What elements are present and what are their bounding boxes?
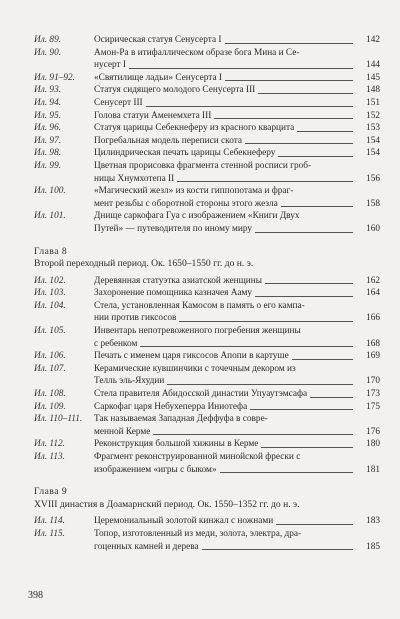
illustration-number: Ил. 112. xyxy=(34,439,65,450)
caption-line xyxy=(94,451,380,464)
toc-entry xyxy=(34,350,380,363)
illustration-number: Ил. 110–111. xyxy=(34,414,83,425)
page-ref: 156 xyxy=(366,173,380,184)
caption-line xyxy=(94,287,380,300)
leader-rule xyxy=(278,156,353,157)
caption-line xyxy=(94,350,380,363)
illustration-number: Ил. 106. xyxy=(34,351,66,362)
caption-line xyxy=(94,338,380,351)
entries-group-chapter9 xyxy=(34,515,380,553)
caption-text: нии против гиксосов xyxy=(94,313,177,324)
page-ref: 158 xyxy=(366,198,380,209)
leader-rule xyxy=(245,143,353,144)
caption-line xyxy=(94,426,380,439)
caption-text: Путей» — путеводителя по иному миру xyxy=(94,223,253,234)
caption-line xyxy=(94,110,380,123)
illustration-caption xyxy=(94,147,380,160)
caption-line xyxy=(94,325,380,338)
caption-line xyxy=(94,59,380,72)
leader-rule xyxy=(202,549,353,550)
illustration-caption xyxy=(94,438,380,451)
caption-text: Стела, установленная Камосом в память о его кампа- xyxy=(94,300,305,311)
illustration-caption xyxy=(94,97,380,110)
caption-text: Сенусерт III xyxy=(94,97,143,108)
page-ref: 169 xyxy=(366,351,380,362)
caption-text: гоценных камней и дерева xyxy=(94,541,199,552)
illustration-caption xyxy=(94,160,380,185)
leader-rule xyxy=(167,384,353,385)
toc-entry xyxy=(34,210,380,235)
illustration-caption xyxy=(94,275,380,288)
caption-text: Телль эль-Яхудии xyxy=(94,376,165,387)
page-ref: 168 xyxy=(366,338,380,349)
illustration-caption xyxy=(94,325,380,350)
illustration-number: Ил. 96. xyxy=(34,123,62,134)
caption-line xyxy=(94,198,380,211)
illustration-number: Ил. 90. xyxy=(34,47,62,58)
toc-entry xyxy=(34,185,380,210)
caption-line xyxy=(94,300,380,313)
page-number: 398 xyxy=(28,590,43,601)
leader-rule xyxy=(310,397,353,398)
toc-entry xyxy=(34,325,380,350)
illustration-number: Ил. 98. xyxy=(34,148,62,159)
illustration-caption xyxy=(94,110,380,123)
caption-line xyxy=(94,223,380,236)
page-ref: 154 xyxy=(366,135,380,146)
caption-line xyxy=(94,173,380,186)
page-ref: 166 xyxy=(366,313,380,324)
toc-entry xyxy=(34,147,380,160)
caption-text: Фрагмент реконструированной минойской фрески с xyxy=(94,452,301,462)
leader-rule xyxy=(214,118,353,119)
leader-rule xyxy=(225,80,353,81)
illustration-caption xyxy=(94,72,380,85)
toc-entry xyxy=(34,34,380,47)
illustration-number: Ил. 108. xyxy=(34,389,66,400)
caption-text: Стела правителя Абидосской династии Упуаутэмсафа xyxy=(94,389,308,400)
caption-text: Печать с именем царя гиксосов Апопи в картуше xyxy=(94,351,289,362)
page-ref: 153 xyxy=(366,123,380,134)
caption-text: Осирическая статуя Сенусерта I xyxy=(94,35,222,45)
caption-line xyxy=(94,312,380,325)
illustration-number: Ил. 95. xyxy=(34,110,62,121)
illustration-number: Ил. 102. xyxy=(34,275,66,286)
page-ref: 162 xyxy=(366,275,380,286)
caption-text: «Магический жезл» из кости гиппопотама и фраг- xyxy=(94,186,294,197)
illustration-caption xyxy=(94,47,380,72)
toc-entry xyxy=(34,47,380,72)
page-ref: 170 xyxy=(366,376,380,387)
toc-entry xyxy=(34,135,380,148)
caption-text: Погребальная модель переписи скота xyxy=(94,135,243,146)
page-ref: 144 xyxy=(366,60,380,71)
illustration-caption xyxy=(94,300,380,325)
page-ref: 180 xyxy=(366,439,380,450)
chapter-subtitle: Второй переходный период. Ок. 1650–1550 гг. до н. э. xyxy=(34,258,254,270)
leader-rule xyxy=(250,409,353,410)
page-ref: 185 xyxy=(366,541,380,552)
illustration-number: Ил. 103. xyxy=(34,288,66,299)
toc-entry xyxy=(34,388,380,401)
leader-rule xyxy=(177,181,353,182)
illustration-caption xyxy=(94,388,380,401)
caption-text: мент резьбы с оборотной стороны этого жезла xyxy=(94,198,278,209)
illustration-caption xyxy=(94,528,380,553)
illustration-caption xyxy=(94,185,380,210)
caption-line xyxy=(94,135,380,148)
caption-text: «Святилище ладьи» Сенусерта I xyxy=(94,72,223,83)
illustration-number: Ил. 97. xyxy=(34,135,62,146)
caption-text: Керамические кувшинчики с точечным декором из xyxy=(94,363,296,374)
leader-rule xyxy=(276,524,353,525)
toc-entry xyxy=(34,160,380,185)
leader-rule xyxy=(179,321,353,322)
page-ref: 183 xyxy=(366,516,380,527)
illustration-number: Ил. 100. xyxy=(34,186,66,197)
toc-entry xyxy=(34,363,380,388)
leader-rule xyxy=(261,447,353,448)
toc-entry xyxy=(34,122,380,135)
caption-line xyxy=(94,464,380,477)
illustration-number: Ил. 104. xyxy=(34,300,66,311)
page-ref: 176 xyxy=(366,426,380,437)
page-ref: 164 xyxy=(366,288,380,299)
illustration-number: Ил. 113. xyxy=(34,452,65,462)
leader-rule xyxy=(255,296,353,297)
toc-entry xyxy=(34,287,380,300)
caption-text: Церемониальный золотой кинжал с ножнами xyxy=(94,516,274,527)
caption-text: ницы Хнумхотепа II xyxy=(94,173,175,184)
illustration-number: Ил. 94. xyxy=(34,97,62,108)
caption-line xyxy=(94,160,380,173)
page-ref: 175 xyxy=(366,401,380,412)
entries-group-chapter7 xyxy=(34,34,380,236)
caption-line xyxy=(94,375,380,388)
caption-text: Цилиндрическая печать царицы Себекнеферу xyxy=(94,148,276,159)
illustration-caption xyxy=(94,515,380,528)
illustration-number: Ил. 107. xyxy=(34,363,66,374)
caption-text: Цветная прорисовка фрагмента стенной росписи гроб- xyxy=(94,160,312,171)
toc-entry xyxy=(34,413,380,438)
entries-group-chapter8 xyxy=(34,275,380,477)
toc-entry xyxy=(34,275,380,288)
toc-entry xyxy=(34,72,380,85)
caption-text: изображением «игры с быком» xyxy=(94,464,217,475)
toc-entry xyxy=(34,515,380,528)
illustration-number: Ил. 91–92. xyxy=(34,72,75,83)
toc-entry xyxy=(34,97,380,110)
caption-line xyxy=(94,438,380,451)
caption-text: Статуя сидящего молодого Сенусерта III xyxy=(94,85,256,96)
illustration-caption xyxy=(94,451,380,476)
leader-rule xyxy=(153,434,353,435)
toc-entry xyxy=(34,438,380,451)
caption-line xyxy=(94,185,380,198)
caption-text: Амон-Ра в итифаллическом образе бога Мина и Се- xyxy=(94,47,300,58)
page-ref: 152 xyxy=(366,110,380,121)
caption-line xyxy=(94,541,380,554)
caption-text: Инвентарь непотревоженного погребения женщины xyxy=(94,326,301,337)
illustration-caption xyxy=(94,413,380,438)
caption-line xyxy=(94,210,380,223)
toc-entry xyxy=(34,451,380,476)
page-ref: 181 xyxy=(366,464,380,475)
caption-text: Реконструкция большой хижины в Керме xyxy=(94,439,259,450)
page-ref: 160 xyxy=(366,223,380,234)
chapter-subtitle: XVIII династия в Доамарнский период. Ок. 1550–1352 гг. до н. э. xyxy=(34,498,300,510)
leader-rule xyxy=(292,359,353,360)
caption-text: Саркофаг царя Небухеперра Иниотефа xyxy=(94,401,248,412)
caption-text: Так называемая Западная Деффуфа в совре- xyxy=(94,414,268,425)
caption-text: нусерт I xyxy=(94,60,126,71)
leader-rule xyxy=(281,206,353,207)
caption-text: Захоронение помощника казначея Ааму xyxy=(94,288,252,299)
page-ref: 173 xyxy=(366,389,380,400)
leader-rule xyxy=(265,283,353,284)
leader-rule xyxy=(140,346,353,347)
caption-line xyxy=(94,275,380,288)
caption-line xyxy=(94,363,380,376)
caption-line xyxy=(94,401,380,414)
page-ref: 145 xyxy=(366,72,380,83)
illustration-caption xyxy=(94,210,380,235)
toc-entry xyxy=(34,528,380,553)
caption-line xyxy=(94,147,380,160)
illustration-number: Ил. 109. xyxy=(34,401,66,412)
leader-rule xyxy=(220,472,353,473)
caption-text: менной Керме xyxy=(94,426,151,437)
caption-line xyxy=(94,97,380,110)
illustration-number: Ил. 89. xyxy=(34,35,62,45)
leader-rule xyxy=(225,43,353,44)
caption-line xyxy=(94,515,380,528)
caption-line xyxy=(94,47,380,60)
toc-entry xyxy=(34,84,380,97)
caption-line xyxy=(94,388,380,401)
illustration-caption xyxy=(94,135,380,148)
illustration-number: Ил. 99. xyxy=(34,160,62,171)
chapter-heading: Глава 8 xyxy=(34,245,68,257)
leader-rule xyxy=(258,93,353,94)
illustration-caption xyxy=(94,401,380,414)
caption-line xyxy=(94,528,380,541)
caption-text: с ребенком xyxy=(94,338,138,349)
illustration-caption xyxy=(94,84,380,97)
caption-line xyxy=(94,72,380,85)
leader-rule xyxy=(129,68,353,69)
page-ref: 154 xyxy=(366,148,380,159)
caption-line xyxy=(94,34,380,47)
illustration-number: Ил. 105. xyxy=(34,326,66,337)
caption-text: Деревянная статуэтка азиатской женщины xyxy=(94,275,262,286)
caption-text: Топор, изготовленный из меди, золота, электра, дра- xyxy=(94,528,302,539)
illustration-caption xyxy=(94,287,380,300)
illustration-number: Ил. 93. xyxy=(34,85,62,96)
page-ref: 142 xyxy=(366,35,380,45)
page-ref: 151 xyxy=(366,97,380,108)
page-ref: 148 xyxy=(366,85,380,96)
illustration-number: Ил. 114. xyxy=(34,516,65,527)
caption-text: Днище саркофага Гуа с изображением «Книги Двух xyxy=(94,211,300,222)
caption-line xyxy=(94,413,380,426)
illustration-caption xyxy=(94,350,380,363)
illustrations-list xyxy=(34,34,380,553)
illustration-number: Ил. 101. xyxy=(34,211,66,222)
toc-entry xyxy=(34,401,380,414)
illustration-caption xyxy=(94,34,380,47)
leader-rule xyxy=(297,131,353,132)
illustration-caption xyxy=(94,363,380,388)
chapter-heading: Глава 9 xyxy=(34,486,68,498)
caption-text: Голова статуи Аменемхета III xyxy=(94,110,212,121)
illustration-number: Ил. 115. xyxy=(34,528,65,539)
caption-line xyxy=(94,122,380,135)
illustration-caption xyxy=(94,122,380,135)
leader-rule xyxy=(255,232,353,233)
toc-entry xyxy=(34,110,380,123)
caption-line xyxy=(94,84,380,97)
leader-rule xyxy=(146,106,353,107)
toc-entry xyxy=(34,300,380,325)
caption-text: Статуя царицы Себекнеферу из красного кварцита xyxy=(94,123,295,134)
